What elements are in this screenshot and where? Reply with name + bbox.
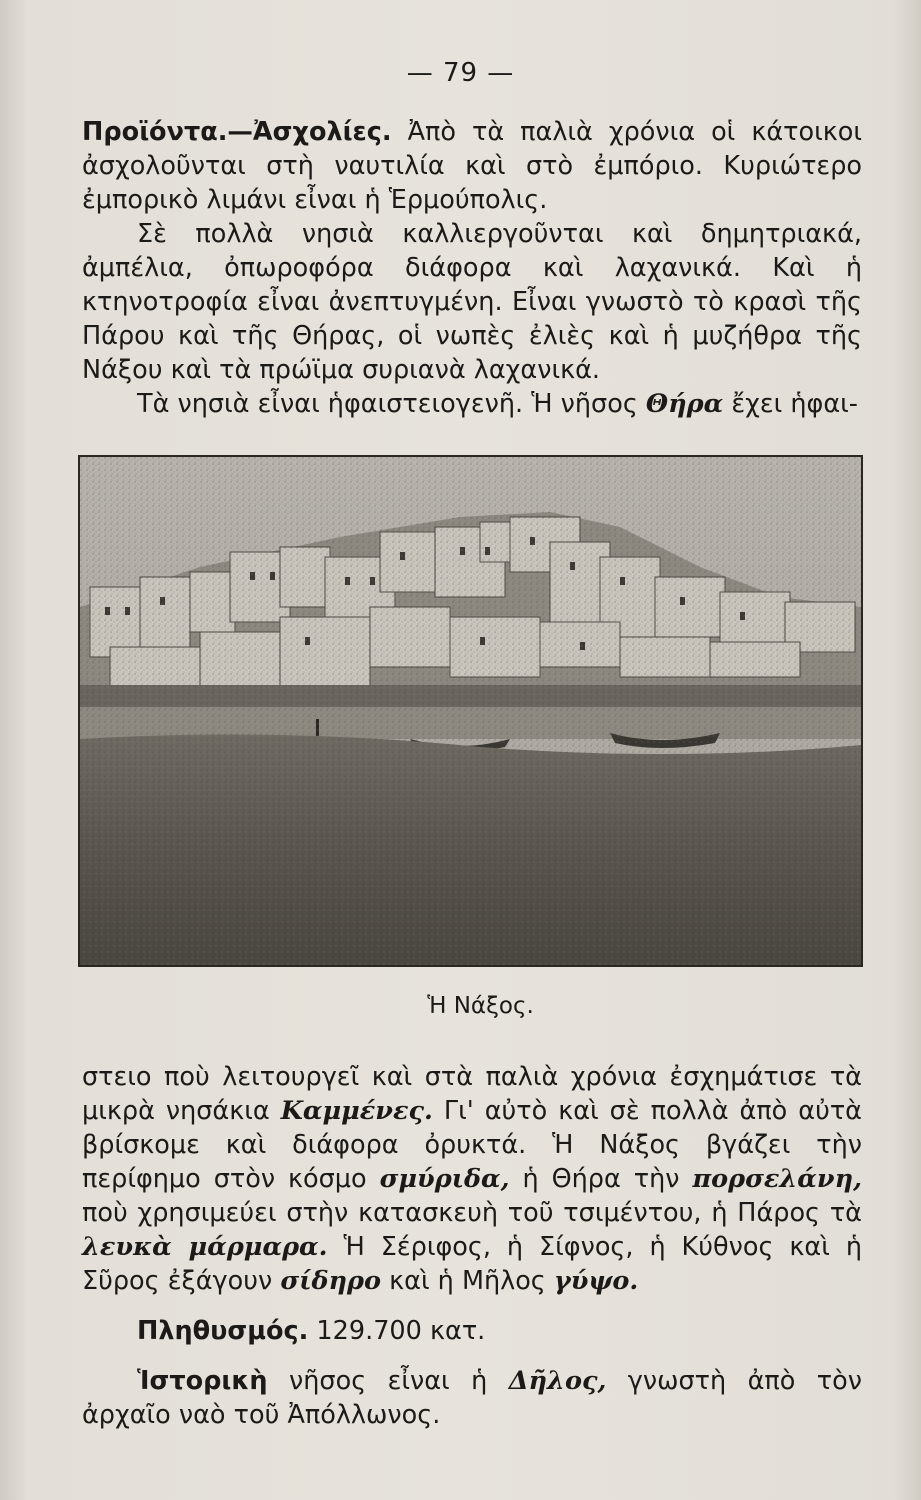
paragraph-agriculture <box>82 217 862 387</box>
paragraph-text: Τὰ νησιὰ εἶναι ἡφαιστειογενῆ. Ἡ νῆσος <box>137 389 646 419</box>
emph-sidero: σίδηρο <box>280 1266 381 1296</box>
spacer <box>82 1298 862 1314</box>
emph-thira: Θήρα <box>645 389 724 419</box>
paragraph-occupations <box>82 115 862 217</box>
paragraph-text: Ἀπὸ τὰ παλιὰ χρόνια οἱ κάτοικοι ἀσχολοῦνται στὴ ναυτιλία καὶ στὸ ἐμπόριο. Κυριώτερο ἐμπορικὸ λιμάνι εἶναι ἡ Ἑρμούπολις. <box>82 117 862 215</box>
emph-porselani: πορσελάνη, <box>692 1164 862 1194</box>
naxos-photograph <box>78 455 863 967</box>
population-label: Πληθυσμός. <box>137 1316 309 1346</box>
paragraph-text: Σὲ πολλὰ νησιὰ καλλιεργοῦνται καὶ δημητριακά, ἀμπέλια, ὀπωροφόρα διάφορα καὶ λαχανικά. Καὶ ἡ κτηνοτροφία εἶναι ἀνεπτυγμένη. Εἶναι γνωστὸ τὸ κρασὶ τῆς Πάρου καὶ τῆς Θήρας, οἱ νωπὲς ἐλιὲς καὶ ἡ μυζήθρα τῆς Νάξου καὶ τὰ πρώϊμα συριανὰ λαχανικά. <box>82 219 862 385</box>
paragraph-text: νῆσος εἶναι ἡ <box>267 1366 509 1396</box>
paragraph-text: στειο ποὺ λειτουργεῖ καὶ στὰ παλιὰ χρόνια ἐσχημάτισε τὰ μικρὰ νησάκια <box>82 1062 862 1126</box>
paragraph-history <box>82 1364 862 1432</box>
paragraph-minerals <box>82 1060 862 1298</box>
paragraph-population <box>82 1314 862 1348</box>
heading-products-occupations: Προϊόντα.—Ἀσχολίες. <box>82 117 392 147</box>
emph-kammenes: Καμμένες. <box>280 1096 433 1126</box>
paragraph-text: καὶ ἡ Μῆλος <box>381 1266 554 1296</box>
paragraph-volcanic <box>82 387 862 421</box>
page-number: — 79 — <box>406 58 515 88</box>
paragraph-text: γνωστὴ ἀπὸ τὸν ἀρχαῖο ναὸ τοῦ Ἀπόλλωνος. <box>82 1366 862 1430</box>
paragraph-text: ἡ Θήρα τὴν <box>509 1164 693 1194</box>
emph-delos: Δῆλος, <box>508 1366 607 1396</box>
paragraph-text: Γι' αὐτὸ καὶ σὲ πολλὰ ἀπὸ αὐτὰ βρίσκομε καὶ διάφορα ὀρυκτά. Ἡ Νάξος βγάζει τὴν περίφημο στὸν κόσμο <box>82 1096 862 1194</box>
paragraph-text: ποὺ χρησιμεύει στὴν κατασκευὴ τοῦ τσιμέντου, ἡ Πάρος τὰ <box>82 1198 862 1228</box>
naxos-photo-illustration <box>80 457 861 965</box>
paragraph-text: Ἡ Σέριφος, ἡ Σίφνος, ἡ Κύθνος καὶ ἡ Σῦρος ἐξάγουν <box>82 1232 862 1296</box>
bottom-text-block <box>82 1060 862 1432</box>
figure-caption: Ἡ Νάξος. <box>427 993 534 1019</box>
top-text-block <box>82 115 862 421</box>
emph-smyrida: σμύριδα, <box>379 1164 510 1194</box>
spacer <box>82 1348 862 1364</box>
paragraph-text: ἔχει ἡφαι- <box>723 389 859 419</box>
emph-marmara: λευκὰ μάρμαρα. <box>82 1232 328 1262</box>
population-value: 129.700 κατ. <box>308 1316 486 1346</box>
emph-gypso: γύψο. <box>553 1266 639 1296</box>
history-label: Ἱστορικὴ <box>137 1366 268 1396</box>
